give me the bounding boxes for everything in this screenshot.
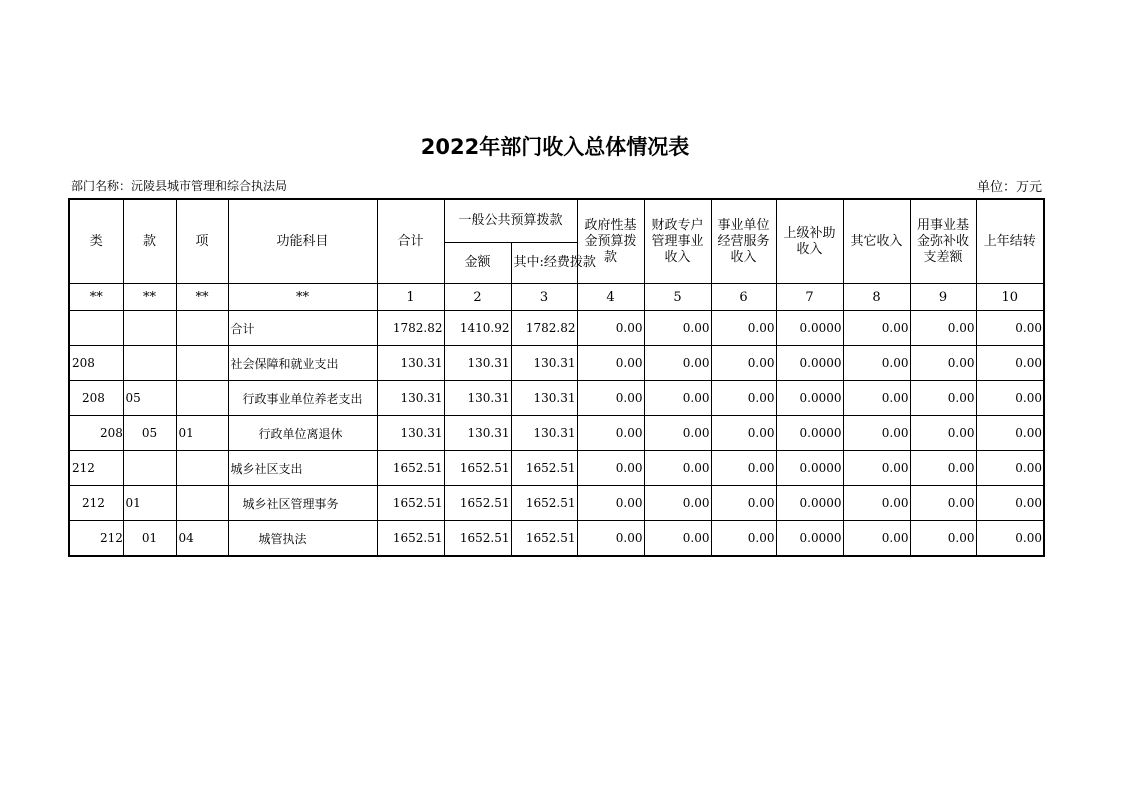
- table-row: [69, 451, 1044, 486]
- table-row: [69, 416, 1044, 451]
- cell-xiang: [176, 311, 228, 346]
- cell-total: 1652.51: [377, 486, 444, 521]
- cell-funding: 1652.51: [511, 451, 577, 486]
- cell-amount: 130.31: [444, 346, 511, 381]
- cell-c10: 0.00: [976, 451, 1044, 486]
- header-xiang: 项: [176, 199, 228, 284]
- cell-c8: 0.00: [843, 311, 910, 346]
- department-name: 部门名称：沅陵县城市管理和综合执法局: [71, 179, 288, 193]
- cell-kuan: [123, 346, 176, 381]
- cell-c8: 0.00: [843, 346, 910, 381]
- cell-funding: 130.31: [511, 346, 577, 381]
- cell-c6: 0.00: [711, 311, 776, 346]
- cell-c7: 0.0000: [776, 521, 843, 557]
- cell-c9: 0.00: [910, 381, 976, 416]
- cell-c10: 0.00: [976, 311, 1044, 346]
- cell-c9: 0.00: [910, 346, 976, 381]
- cell-lei: 208: [69, 416, 123, 451]
- index-cell: 5: [644, 284, 711, 311]
- cell-c5: 0.00: [644, 521, 711, 557]
- cell-subject: 社会保障和就业支出: [228, 346, 377, 381]
- cell-subject: 城乡社区管理事务: [228, 486, 377, 521]
- header-lei: 类: [69, 199, 123, 284]
- header-total: 合计: [377, 199, 444, 284]
- cell-lei: 212: [69, 451, 123, 486]
- index-cell: 3: [511, 284, 577, 311]
- cell-total: 1652.51: [377, 521, 444, 557]
- cell-c10: 0.00: [976, 486, 1044, 521]
- cell-c5: 0.00: [644, 451, 711, 486]
- table-row: [69, 486, 1044, 521]
- index-cell: 2: [444, 284, 511, 311]
- cell-c9: 0.00: [910, 416, 976, 451]
- cell-xiang: 04: [176, 521, 228, 557]
- cell-c6: 0.00: [711, 486, 776, 521]
- cell-subject: 行政单位离退休: [228, 416, 377, 451]
- cell-funding: 1782.82: [511, 311, 577, 346]
- cell-funding: 1652.51: [511, 521, 577, 557]
- index-cell: 1: [377, 284, 444, 311]
- index-cell: 7: [776, 284, 843, 311]
- cell-lei: [69, 311, 123, 346]
- cell-funding: 130.31: [511, 416, 577, 451]
- cell-funding: 130.31: [511, 381, 577, 416]
- header-business-income: 事业单位经营服务收入: [711, 199, 776, 284]
- cell-amount: 1652.51: [444, 486, 511, 521]
- table-row: [69, 521, 1044, 557]
- index-cell: 9: [910, 284, 976, 311]
- index-cell: 10: [976, 284, 1044, 311]
- cell-kuan: [123, 451, 176, 486]
- cell-xiang: 01: [176, 416, 228, 451]
- cell-c9: 0.00: [910, 521, 976, 557]
- cell-amount: 1652.51: [444, 451, 511, 486]
- cell-c4: 0.00: [577, 451, 644, 486]
- cell-c8: 0.00: [843, 451, 910, 486]
- cell-subject: 行政事业单位养老支出: [228, 381, 377, 416]
- cell-c10: 0.00: [976, 381, 1044, 416]
- index-row: [69, 284, 1044, 311]
- cell-c5: 0.00: [644, 486, 711, 521]
- index-cell: 8: [843, 284, 910, 311]
- index-cell: **: [228, 284, 377, 311]
- cell-kuan: 05: [123, 381, 176, 416]
- cell-kuan: 01: [123, 521, 176, 557]
- index-cell: **: [69, 284, 123, 311]
- cell-kuan: 01: [123, 486, 176, 521]
- cell-c8: 0.00: [843, 416, 910, 451]
- cell-c4: 0.00: [577, 311, 644, 346]
- cell-c10: 0.00: [976, 346, 1044, 381]
- cell-amount: 130.31: [444, 381, 511, 416]
- cell-subject: 城管执法: [228, 521, 377, 557]
- header-other-income: 其它收入: [843, 199, 910, 284]
- cell-c5: 0.00: [644, 311, 711, 346]
- index-cell: **: [176, 284, 228, 311]
- header-kuan: 款: [123, 199, 176, 284]
- cell-subject: 城乡社区支出: [228, 451, 377, 486]
- cell-c5: 0.00: [644, 346, 711, 381]
- cell-c9: 0.00: [910, 486, 976, 521]
- data-rows: [69, 311, 1044, 557]
- cell-c4: 0.00: [577, 486, 644, 521]
- index-cell: 6: [711, 284, 776, 311]
- cell-c10: 0.00: [976, 416, 1044, 451]
- header-gov-fund: 政府性基金预算拨款: [577, 199, 644, 284]
- cell-lei: 208: [69, 381, 123, 416]
- cell-xiang: [176, 486, 228, 521]
- cell-c8: 0.00: [843, 381, 910, 416]
- index-cell: 4: [577, 284, 644, 311]
- cell-lei: 208: [69, 346, 123, 381]
- income-table: [68, 198, 1045, 557]
- cell-amount: 1652.51: [444, 521, 511, 557]
- cell-c7: 0.0000: [776, 346, 843, 381]
- cell-kuan: [123, 311, 176, 346]
- table-row: [69, 311, 1044, 346]
- cell-lei: 212: [69, 486, 123, 521]
- cell-c8: 0.00: [843, 521, 910, 557]
- index-cell: **: [123, 284, 176, 311]
- header-amount: 金额: [444, 243, 511, 284]
- cell-c9: 0.00: [910, 311, 976, 346]
- header-of-which-funding: 其中:经费拨款: [511, 243, 577, 284]
- header-general-budget: 一般公共预算拨款: [444, 199, 577, 243]
- page-title: 2022年部门收入总体情况表: [420, 135, 690, 159]
- cell-c6: 0.00: [711, 521, 776, 557]
- header-superior-subsidy: 上级补助收入: [776, 199, 843, 284]
- cell-lei: 212: [69, 521, 123, 557]
- cell-xiang: [176, 451, 228, 486]
- cell-c7: 0.0000: [776, 311, 843, 346]
- header-fund-offset: 用事业基金弥补收支差额: [910, 199, 976, 284]
- cell-funding: 1652.51: [511, 486, 577, 521]
- cell-c4: 0.00: [577, 381, 644, 416]
- cell-total: 130.31: [377, 381, 444, 416]
- cell-c6: 0.00: [711, 381, 776, 416]
- header-last-year-carryover: 上年结转: [976, 199, 1044, 284]
- cell-c10: 0.00: [976, 521, 1044, 557]
- header-fiscal-special: 财政专户管理事业收入: [644, 199, 711, 284]
- cell-c9: 0.00: [910, 451, 976, 486]
- cell-c5: 0.00: [644, 416, 711, 451]
- cell-total: 1782.82: [377, 311, 444, 346]
- cell-total: 130.31: [377, 416, 444, 451]
- cell-c8: 0.00: [843, 486, 910, 521]
- cell-c7: 0.0000: [776, 486, 843, 521]
- cell-xiang: [176, 381, 228, 416]
- cell-c6: 0.00: [711, 451, 776, 486]
- header-function-subject: 功能科目: [228, 199, 377, 284]
- cell-total: 130.31: [377, 346, 444, 381]
- cell-kuan: 05: [123, 416, 176, 451]
- cell-total: 1652.51: [377, 451, 444, 486]
- cell-c4: 0.00: [577, 521, 644, 557]
- cell-amount: 1410.92: [444, 311, 511, 346]
- cell-c7: 0.0000: [776, 381, 843, 416]
- cell-c5: 0.00: [644, 381, 711, 416]
- cell-c7: 0.0000: [776, 451, 843, 486]
- table-row: [69, 381, 1044, 416]
- cell-xiang: [176, 346, 228, 381]
- cell-c4: 0.00: [577, 416, 644, 451]
- unit-label: 单位：万元: [976, 180, 1042, 195]
- table-row: [69, 346, 1044, 381]
- cell-c4: 0.00: [577, 346, 644, 381]
- cell-amount: 130.31: [444, 416, 511, 451]
- cell-c6: 0.00: [711, 416, 776, 451]
- cell-subject: 合计: [228, 311, 377, 346]
- cell-c7: 0.0000: [776, 416, 843, 451]
- cell-c6: 0.00: [711, 346, 776, 381]
